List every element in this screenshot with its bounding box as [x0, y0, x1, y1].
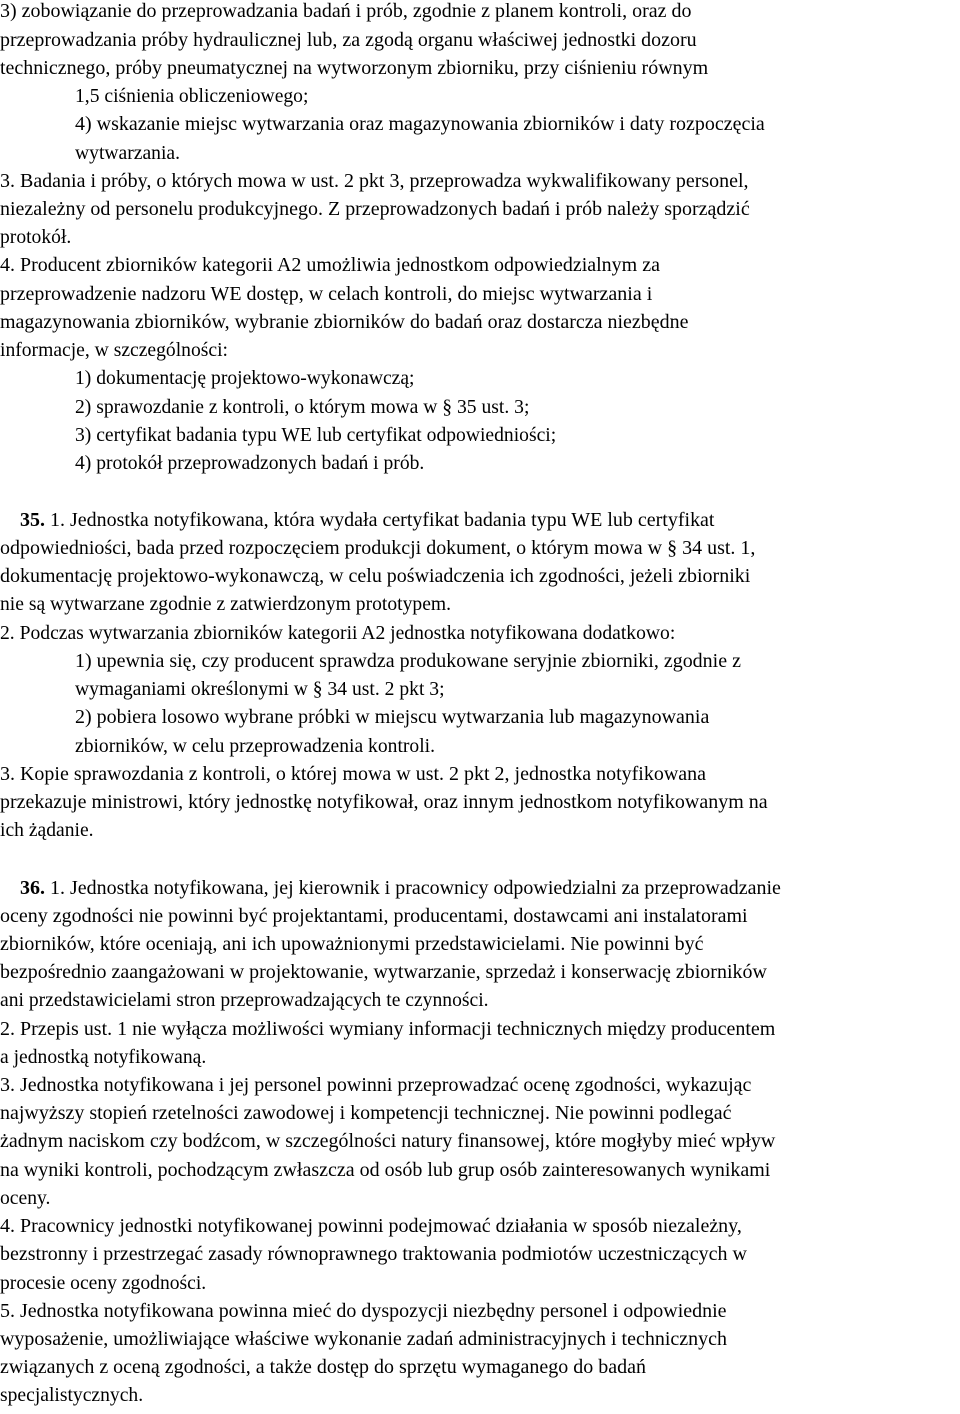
line-text: 2) sprawozdanie z kontroli, o którym mowa w § 35 ust. 3; [75, 397, 530, 418]
text-line [0, 309, 689, 337]
text-line [0, 987, 489, 1015]
line-text: 4. Pracownicy jednostki notyfikowanej powinni podejmować działania w sposób niezależny, [0, 1216, 742, 1237]
line-text: żadnym naciskom czy bodźcom, w szczególności natury finansowej, które mogłyby mieć wpływ [0, 1131, 776, 1152]
line-text: 1) dokumentację projektowo-wykonawczą; [75, 368, 415, 389]
text-line [0, 337, 228, 365]
text-line [0, 1044, 206, 1072]
line-text: ani przedstawicielami stron przeprowadzających te czynności. [0, 990, 489, 1011]
text-line [0, 1157, 770, 1185]
text-line [0, 1241, 747, 1269]
line-text: oceny. [0, 1188, 51, 1209]
line-text: 2) pobiera losowo wybrane próbki w miejscu wytwarzania lub magazynowania [75, 707, 710, 728]
section-number: 36. [20, 878, 45, 899]
text-line [0, 1270, 206, 1298]
line-text: nie są wytwarzane zgodnie z zatwierdzonym prototypem. [0, 594, 452, 615]
line-text: ich żądanie. [0, 820, 94, 841]
line-text: 4) wskazanie miejsc wytwarzania oraz magazynowania zbiorników i daty rozpoczęcia [75, 114, 765, 135]
line-text: informacje, w szczególności: [0, 340, 228, 361]
text-line [75, 83, 308, 111]
text-line [0, 620, 675, 648]
line-text: specjalistycznych. [0, 1385, 144, 1406]
text-line [0, 1326, 727, 1354]
text-line [0, 535, 755, 563]
text-line [0, 252, 660, 280]
line-text: technicznego, próby pneumatycznej na wytworzonym zbiorniku, przy ciśnieniu równym [0, 58, 709, 79]
text-line [20, 875, 781, 903]
line-text: 3. Jednostka notyfikowana i jej personel powinni przeprowadzać ocenę zgodności, wykazując [0, 1075, 752, 1096]
text-line [0, 931, 704, 959]
line-text: wymaganiami określonymi w § 34 ust. 2 pkt 3; [75, 679, 445, 700]
text-line [75, 422, 556, 450]
text-line [0, 591, 451, 619]
line-text: 3. Kopie sprawozdania z kontroli, o której mowa w ust. 2 pkt 2, jednostka notyfikowana [0, 764, 707, 785]
line-text: procesie oceny zgodności. [0, 1273, 207, 1294]
text-line [0, 1100, 731, 1128]
line-text: 2. Przepis ust. 1 nie wyłącza możliwości wymiany informacji technicznych między producentem [0, 1019, 776, 1040]
line-text: 3) zobowiązanie do przeprowadzania badań i prób, zgodnie z planem kontroli, oraz do [0, 1, 692, 22]
text-line [0, 1213, 742, 1241]
line-text: 3. Badania i próby, o których mowa w ust. 2 pkt 3, przeprowadza wykwalifikowany personel, [0, 171, 749, 192]
line-text: bezpośrednio zaangażowani w projektowanie, wytwarzanie, sprzedaż i konserwację zbiorników [0, 962, 767, 983]
text-line [75, 140, 180, 168]
text-line [20, 507, 714, 535]
text-line [0, 1298, 727, 1326]
line-text: 4. Producent zbiorników kategorii A2 umożliwia jednostkom odpowiedzialnym za [0, 255, 660, 276]
line-text: wytwarzania. [75, 143, 180, 164]
line-text: zbiorników, w celu przeprowadzenia kontroli. [75, 736, 435, 757]
text-line [0, 55, 708, 83]
line-text: 4) protokół przeprowadzonych badań i prób. [75, 453, 425, 474]
line-text: przeprowadzania próby hydraulicznej lub, za zgodą organu właściwej jednostki dozoru [0, 30, 697, 51]
line-text: 1,5 ciśnienia obliczeniowego; [75, 86, 309, 107]
text-line [0, 1185, 50, 1213]
text-line [0, 196, 750, 224]
line-text: 1) upewnia się, czy producent sprawdza produkowane seryjnie zbiorniki, zgodnie z [75, 651, 741, 672]
line-text: odpowiedniości, bada przed rozpoczęciem produkcji dokument, o którym mowa w § 34 ust. 1, [0, 538, 756, 559]
text-line [75, 394, 529, 422]
line-text: niezależny od personelu produkcyjnego. Z przeprowadzonych badań i prób należy sporządzić [0, 199, 750, 220]
line-text: 2. Podczas wytwarzania zbiorników kategorii A2 jednostka notyfikowana dodatkowo: [0, 623, 676, 644]
text-line [0, 0, 691, 26]
line-text: związanych z oceną zgodności, a także dostęp do sprzętu wymaganego do badań [0, 1357, 646, 1378]
text-line [75, 450, 424, 478]
text-line [0, 1072, 751, 1100]
line-text: 1. Jednostka notyfikowana, która wydała certyfikat badania typu WE lub certyfikat [44, 510, 715, 531]
text-line [75, 704, 709, 732]
text-line [0, 1354, 646, 1382]
line-text: 5. Jednostka notyfikowana powinna mieć do dyspozycji niezbędny personel i odpowiednie [0, 1301, 727, 1322]
text-line [0, 27, 697, 55]
text-line [0, 224, 71, 252]
line-text: bezstronny i przestrzegać zasady równoprawnego traktowania podmiotów uczestniczących w [0, 1244, 747, 1265]
section-number: 35. [20, 510, 45, 531]
line-text: 3) certyfikat badania typu WE lub certyfikat odpowiedniości; [75, 425, 557, 446]
line-text: przekazuje ministrowi, który jednostkę notyfikował, oraz innym jednostkom notyfikowanym na [0, 792, 768, 813]
line-text: przeprowadzenie nadzoru WE dostęp, w celach kontroli, do miejsc wytwarzania i [0, 284, 653, 305]
text-line [0, 563, 750, 591]
text-line [0, 281, 652, 309]
text-line [75, 111, 765, 139]
text-line [0, 789, 768, 817]
line-text: magazynowania zbiorników, wybranie zbiorników do badań oraz dostarcza niezbędne [0, 312, 689, 333]
text-line [0, 168, 749, 196]
line-text: wyposażenie, umożliwiające właściwe wykonanie zadań administracyjnych i technicznych [0, 1329, 727, 1350]
text-line [75, 365, 415, 393]
line-text: zbiorników, które oceniają, ani ich upoważnionymi przedstawicielami. Nie powinni być [0, 934, 704, 955]
line-text: a jednostką notyfikowaną. [0, 1047, 207, 1068]
line-text: dokumentację projektowo-wykonawczą, w celu poświadczenia ich zgodności, jeżeli zbiorniki [0, 566, 751, 587]
text-line [0, 1016, 775, 1044]
text-line [0, 959, 767, 987]
text-line [75, 676, 445, 704]
text-line [0, 761, 706, 789]
text-line [0, 1382, 143, 1410]
line-text: najwyższy stopień rzetelności zawodowej i kompetencji technicznej. Nie powinni podlegać [0, 1103, 732, 1124]
line-text: protokół. [0, 227, 72, 248]
line-text: oceny zgodności nie powinni być projektantami, producentami, dostawcami ani instalatorami [0, 906, 748, 927]
line-text: 1. Jednostka notyfikowana, jej kierownik i pracownicy odpowiedzialni za przeprowadzanie [44, 878, 781, 899]
text-line [0, 817, 94, 845]
text-line [0, 1128, 775, 1156]
text-line [75, 648, 741, 676]
text-line [75, 733, 435, 761]
line-text: na wyniki kontroli, pochodzącym zwłaszcza od osób lub grup osób zainteresowanych wynikami [0, 1160, 771, 1181]
text-line [0, 903, 748, 931]
